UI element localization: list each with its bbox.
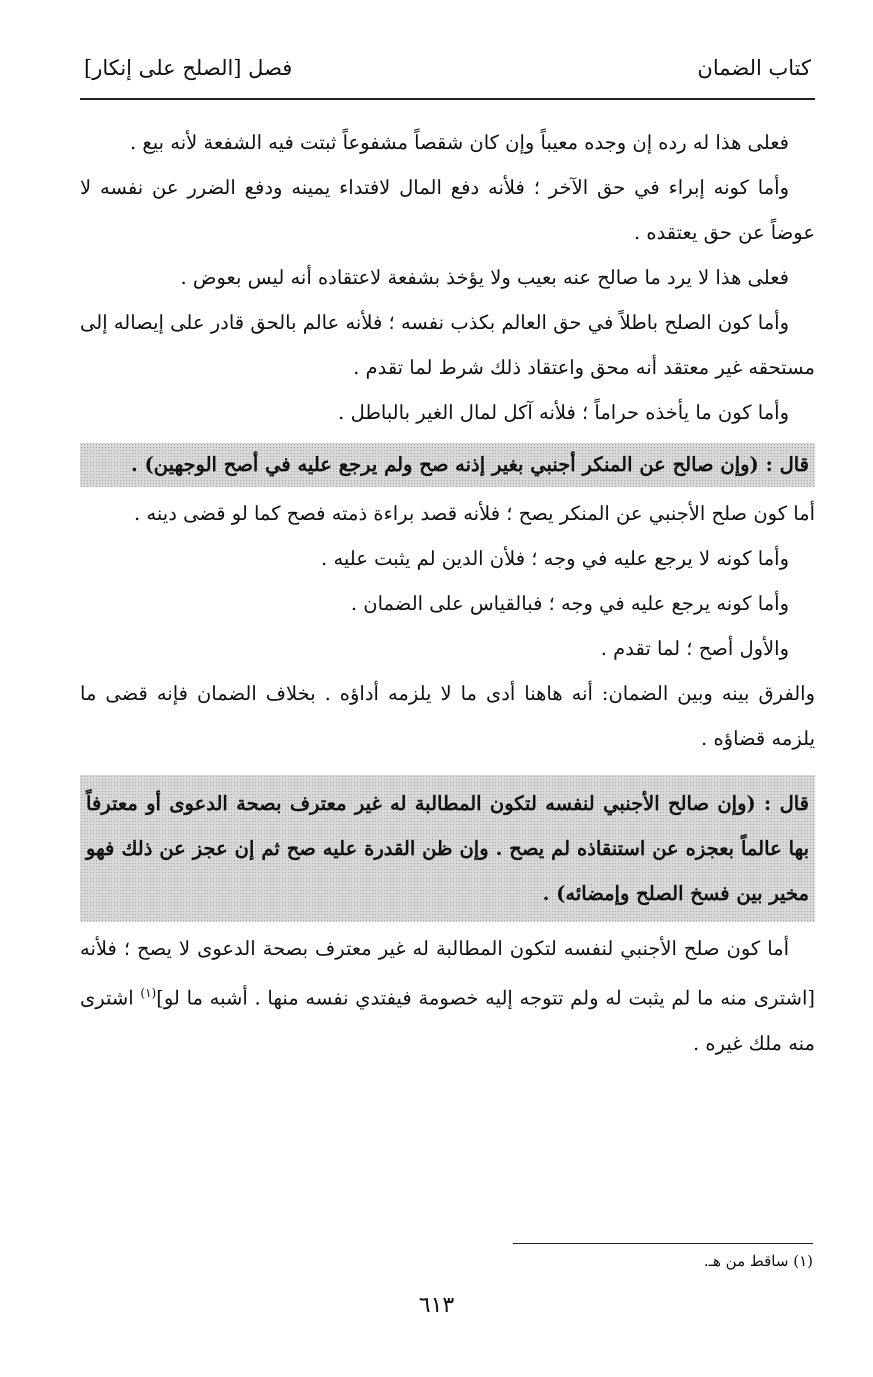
chapter-title: فصل [الصلح على إنكار] <box>84 56 293 80</box>
footnote-text: ساقط من هـ. <box>703 1252 789 1270</box>
footnote-marker[interactable]: (١) <box>140 986 157 1000</box>
paragraph-text: اشترى منه ملك غيره . <box>80 986 815 1055</box>
paragraph: فعلى هذا له رده إن وجده معيباً وإن كان شقصاً مشفوعاً ثبتت فيه الشفعة لأنه بيع . <box>130 131 789 154</box>
paragraph: وأما كونه لا يرجع عليه في وجه ؛ فلأن الدين لم يثبت عليه . <box>321 547 789 570</box>
page-header <box>80 46 815 100</box>
paragraph: أما كون صلح الأجنبي عن المنكر يصح ؛ فلأنه قصد براءة ذمته فصح كما لو قضى دينه . <box>134 502 815 525</box>
paragraph: فعلى هذا لا يرد ما صالح عنه بعيب ولا يؤخذ بشفعة لاعتقاده أنه ليس بعوض . <box>180 266 789 289</box>
book-title: كتاب الضمان <box>697 56 811 80</box>
main-text <box>80 120 815 1066</box>
quoted-matn: قال : (وإن صالح الأجنبي لنفسه لتكون المطالبة له غير معترف بصحة الدعوى أو معترفاً بها عالماً بعجزه عن استنقاذه لم يصح . وإن ظن القدرة عليه صح ثم إن عجز عن ذلك فهو مخير بين فسخ الصلح وإمضائه) . <box>80 775 815 922</box>
paragraph: والأول أصح ؛ لما تقدم . <box>600 637 789 660</box>
page-number: ٦١٣ <box>418 1293 455 1318</box>
paragraph: وأما كونه إبراء في حق الآخر ؛ فلأنه دفع المال لافتداء يمينه ودفع الضرر عن نفسه لا عوضاً عن حق يعتقده . <box>80 176 815 244</box>
paragraph: وأما كونه يرجع عليه في وجه ؛ فبالقياس على الضمان . <box>350 592 789 615</box>
paragraph: وأما كون الصلح باطلاً في حق العالم بكذب نفسه ؛ فلأنه عالم بالحق قادر على إيصاله إلى مستحقه غير معتقد أنه محق واعتقاد ذلك شرط لما تقدم . <box>80 311 815 379</box>
paragraph: والفرق بينه وبين الضمان: أنه هاهنا أدى ما لا يلزمه أداؤه . بخلاف الضمان فإنه قضى ما يلزمه قضاؤه . <box>80 682 815 750</box>
footnote-number: (١) <box>793 1252 813 1270</box>
quoted-matn: قال : (وإن صالح عن المنكر أجنبي بغير إذنه صح ولم يرجع عليه في أصح الوجهين) . <box>80 443 815 487</box>
paragraph-text: أما كون صلح الأجنبي لنفسه لتكون المطالبة له غير معترف بصحة الدعوى لا يصح ؛ فلأنه [اشترى منه ما لم يثبت له ولم تتوجه إليه خصومة فيفتدي نفسه منها . أشبه ما لو] <box>80 937 815 1010</box>
footnote <box>704 1252 813 1270</box>
footnote-divider <box>513 1243 813 1244</box>
paragraph: وأما كون ما يأخذه حراماً ؛ فلأنه آكل لمال الغير بالباطل . <box>338 401 789 424</box>
paragraph <box>80 926 815 1066</box>
